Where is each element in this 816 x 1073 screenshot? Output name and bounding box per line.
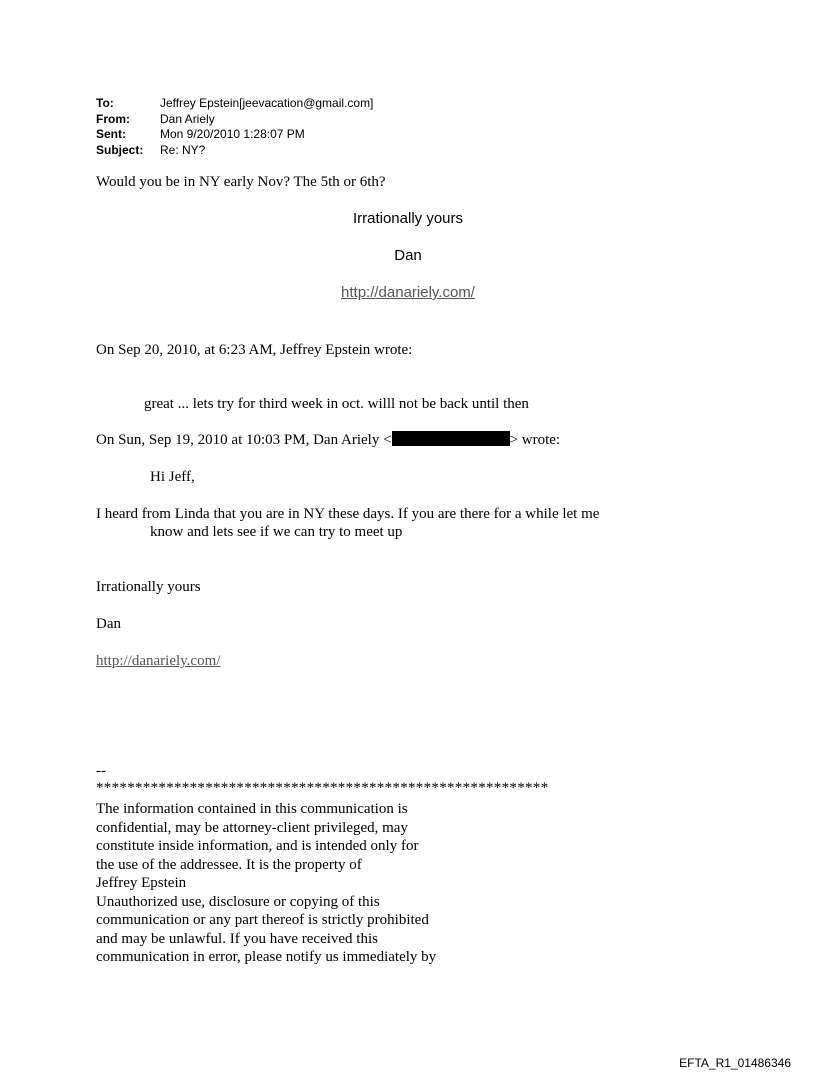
quote2-sign-off: Irrationally yours (96, 579, 201, 595)
redaction-block (392, 431, 510, 446)
quote2-link-wrapper (96, 653, 220, 670)
reply-body: Would you be in NY early Nov? The 5th or 6th? (96, 174, 386, 190)
from-label: From: (96, 111, 130, 126)
from-value: Dan Ariely (160, 111, 215, 126)
disclaimer-line: constitute inside information, and is intended only for (96, 838, 419, 854)
confidentiality-disclaimer (96, 800, 436, 967)
subject-value: Re: NY? (160, 142, 206, 157)
sent-value: Mon 9/20/2010 1:28:07 PM (160, 127, 305, 141)
reply-website-link[interactable]: http://danariely.com/ (341, 284, 475, 301)
quote2-website-link[interactable]: http://danariely.com/ (96, 653, 221, 669)
quote2-body-line2: know and lets see if we can try to meet up (150, 524, 403, 540)
from-row (96, 112, 373, 128)
quote2-attribution (96, 431, 560, 449)
disclaimer-line: communication or any part thereof is strictly prohibited (96, 912, 429, 928)
quote2-greeting: Hi Jeff, (150, 469, 195, 485)
quote2-attribution-suffix: > wrote: (509, 432, 561, 448)
disclaimer-line: the use of the addressee. It is the property of (96, 856, 362, 873)
signature-separator: -- (96, 763, 106, 779)
reply-sign-off: Irrationally yours (352, 210, 464, 227)
subject-row (96, 143, 373, 159)
disclaimer-line: The information contained in this communication is (96, 801, 408, 817)
disclaimer-line: confidential, may be attorney-client privileged, may (96, 819, 408, 836)
disclaimer-line: Jeffrey Epstein (96, 875, 187, 891)
quote2-signature-name: Dan (96, 616, 121, 632)
to-value: Jeffrey Epstein[jeevacation@gmail.com] (160, 96, 374, 110)
document-id: EFTA_R1_01486346 (679, 1056, 791, 1070)
quote1-body: great ... lets try for third week in oct. willl not be back until then (144, 396, 529, 412)
disclaimer-line: communication in error, please notify us immediately by (96, 949, 437, 965)
quote2-attribution-prefix: On Sun, Sep 19, 2010 at 10:03 PM, Dan Ariely < (96, 432, 392, 448)
reply-link-wrapper (0, 284, 816, 301)
quote1-attribution: On Sep 20, 2010, at 6:23 AM, Jeffrey Epstein wrote: (96, 342, 413, 358)
disclaimer-line: and may be unlawful. If you have received this (96, 930, 378, 947)
disclaimer-line: Unauthorized use, disclosure or copying of this (96, 893, 380, 910)
quote2-body-line1: I heard from Linda that you are in NY these days. If you are there for a while let me (96, 506, 600, 522)
email-header (96, 96, 373, 158)
subject-label: Subject: (96, 142, 144, 157)
disclaimer-stars: ********************************************************** (96, 780, 549, 796)
sent-label: Sent: (96, 127, 126, 141)
to-label: To: (96, 96, 114, 110)
to-row (96, 96, 373, 112)
reply-signature-name: Dan (394, 247, 422, 264)
sent-row (96, 127, 373, 143)
